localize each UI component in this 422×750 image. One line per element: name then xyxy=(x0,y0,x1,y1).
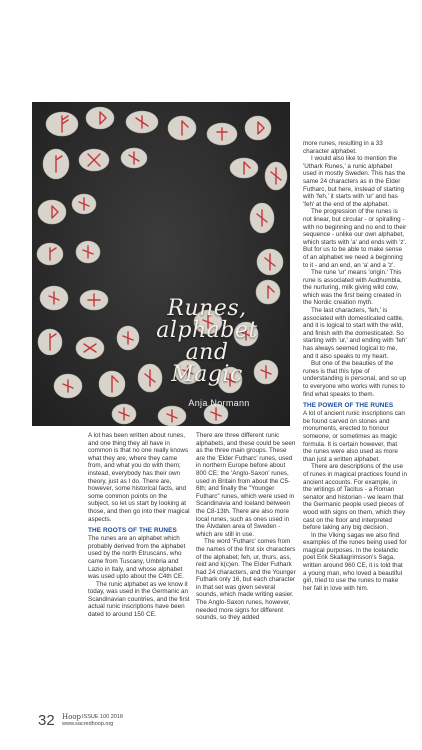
cover-title-line: and xyxy=(185,340,229,365)
page-number: 32 xyxy=(38,712,55,729)
magazine-logo: Hoop xyxy=(62,713,82,721)
issue-label: ISSUE 100 2018 xyxy=(82,714,123,720)
cover-title-line: Magic xyxy=(171,362,243,387)
article-column-2 xyxy=(196,432,297,622)
section-heading: THE ROOTS OF THE RUNES xyxy=(88,527,177,535)
cover-author: Anja Normann xyxy=(188,398,250,408)
paragraph: A lot has been written about runes, and one thing they all have in common is that no one really knows what they are, where they came from, and what you do with them; instead, everybody has their own theory, just as I do. There are, however, some historical facts, and some common points on the subject, so let us start by looking at those, and then go into their magical aspects. xyxy=(88,432,190,523)
page-footer xyxy=(38,713,298,729)
paragraph: I would also like to mention the 'Uthark Runes,' a runic alphabet used in mostly Sweden. This has the same 24 characters as in the Elder Futharc, but here, instead of starting with 'feh,' it starts with 'ur' and has 'feh' at the end of the alphabet. xyxy=(303,155,406,208)
paragraph: But one of the beauties of the runes is that this type of understanding is personal, and so up to everyone who works with runes to find what speaks to them. xyxy=(303,360,407,398)
paragraph: The runic alphabet as we know it today, was used in the Germanic an Scandinavian countries, and the first actual runic inscriptions have been dated to around 150 CE. xyxy=(88,580,190,619)
paragraph: The last characters, 'feh,' is associated with domesticated cattle, and it is logical to start with the wild, and finish with the domesticated. So starting with 'ur,' and ending with 'feh' has always seemed logical to me, and it also speaks to my heart. xyxy=(303,307,407,360)
cover-title-line: alphabet xyxy=(156,318,258,343)
article-column-3 xyxy=(303,140,407,592)
paragraph: A lot of ancient runic inscriptions can be found carved on stones and monuments, erected to honour someone, or sometimes as magic formula. It is certain however, that the runes were also used as more than just a written alphabet. xyxy=(303,410,405,463)
cover-title xyxy=(132,298,282,386)
paragraph: more runes, resulting in a 33 character alphabet. xyxy=(303,140,383,155)
paragraph: The progression of the runes is not linear, but circular - or spiralling - with no beginning and no end to their sequence - unlike our own alphabet, which starts with 'a' and ends with 'z'. But for us to be able to make sense of an alphabet we need a beginning to it - and an end, an 'a' and a 'z'. xyxy=(303,208,407,269)
paragraph: The word 'Futharc' comes from the names of the first six characters of the alphabet; feh, ur, thurs, ass, reid and k(c)en. The Elder Futhark had 24 characters, and the Younger Futhark only 16, but each character in that set was given several sounds, which made writing easier. The Anglo-Saxon runes, however, needed more signs for different sounds, so they added xyxy=(196,538,296,622)
paragraph: There are three different runic alphabets, and these could be seen as the three main groups. These are the 'Elder Futharc' runes, used in northern Europe before about 800 CE; the 'Anglo-Saxon' runes, used in Britain from about the C5-6th; and finally the "Younger Futharc" runes, which were used in Scandinavia and Iceland between the C8-13th. There are also more local runes, such as ones used in the Älvdalen area of Sweden - which are still in use. xyxy=(196,432,296,538)
paragraph: In the Viking sagas we also find examples of the runes being used for magical purposes. In the Icelandic poet Erik Skallagrimsson's Saga, written around 960 CE, it is told that a young man, who loved a beautiful girl, tried to use the runes to make her fall in love with him. xyxy=(303,531,407,592)
website-url: www.sacredhoop.org xyxy=(62,721,114,727)
paragraph: The rune 'ur' means 'origin.' This rune is associated with Audhumbla, the nurturing, milk giving wild cow, which was the first being created in the Nordic creation myth. xyxy=(303,269,402,307)
paragraph: The runes are an alphabet which probably derived from the alphabet used by the north Etruscans, who came from Tuscany, Umbria and Lazio in Italy, and whose alphabet was used upto about the C4th CE. xyxy=(88,535,186,581)
article-column-1 xyxy=(88,432,190,619)
section-heading: THE POWER OF THE RUNES xyxy=(303,402,394,410)
paragraph: There are descriptions of the use of runes in magical practices found in ancient accounts. For example, in the writings of Tacitus - a Roman senator and historian - we learn that the Germanic people used pieces of wood with signs on them, which they cast on the floor and interpreted before taking any big decision. xyxy=(303,463,407,532)
book-cover-image xyxy=(32,102,290,426)
cover-title-line: Runes, xyxy=(167,296,247,321)
